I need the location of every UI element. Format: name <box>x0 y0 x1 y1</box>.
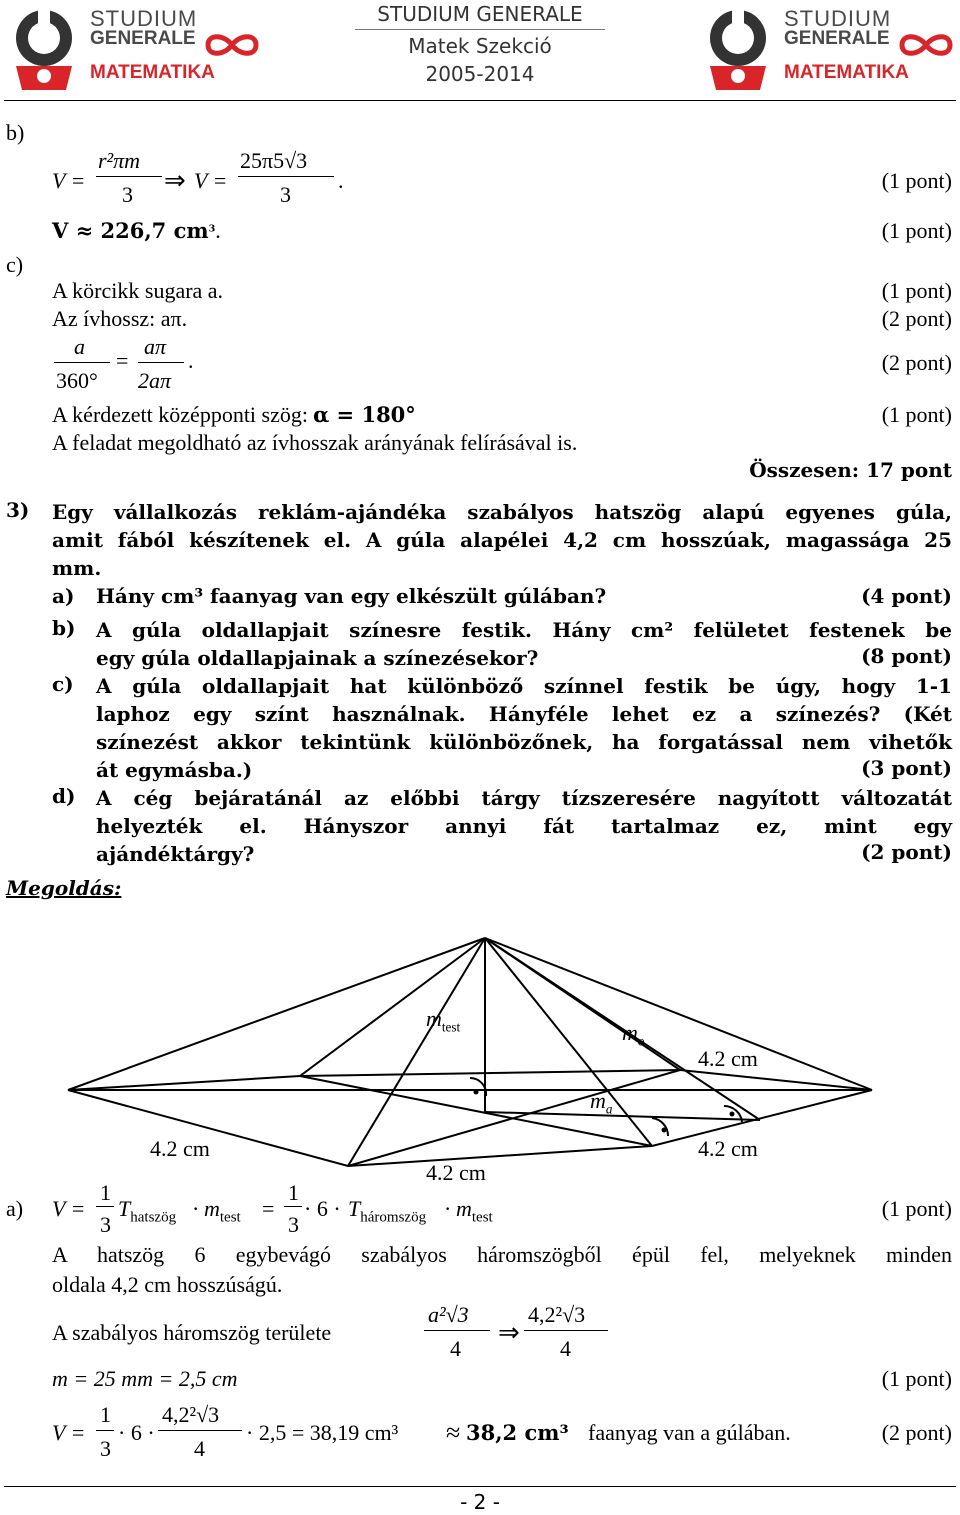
subscript: test <box>471 1209 493 1226</box>
points: (4 pont) <box>861 584 952 608</box>
infinity-icon <box>202 32 262 58</box>
task-line: színezést akkor tekintünk különbözőnek, ha forgatással nem vihetők <box>96 730 952 754</box>
problem-number: 3) <box>6 498 30 522</box>
area-text: A szabályos háromszög területe <box>52 1320 332 1345</box>
m-test: $m_{test}$ <box>456 1196 493 1226</box>
part-c-label: c) <box>6 252 24 277</box>
task-d-label: d) <box>52 784 76 808</box>
task-line: egy gúla oldallapjainak a színezésekor? <box>96 646 539 670</box>
eq-dot: . <box>338 168 344 193</box>
base-edge <box>300 1070 680 1076</box>
task-line: helyezték el. Hányszor annyi fát tartalmaz ez, mint egy <box>96 814 952 838</box>
eq-dot: . <box>188 348 194 373</box>
angle-value: α = 180° <box>313 402 416 427</box>
task-line: A cég bejáratánál az előbbi tárgy tízszeresére nagyított változatát <box>96 786 952 810</box>
m-test: $m_{test}$ <box>204 1196 241 1226</box>
part-b-eq1 <box>52 148 412 210</box>
problem-intro <box>52 498 952 582</box>
part-b-label: b) <box>6 120 25 145</box>
label-sub: a <box>605 1101 613 1117</box>
frac-num: a <box>74 334 85 359</box>
eq-dot: . <box>215 218 221 243</box>
points: (1 pont) <box>881 1366 952 1391</box>
points: (8 pont) <box>861 644 952 668</box>
points: (2 pont) <box>881 350 952 375</box>
frac-num2: 4,2²√3 <box>162 1402 220 1427</box>
points: (2 pont) <box>881 306 952 331</box>
dot-op: · <box>444 1196 452 1221</box>
task-b-text <box>96 616 952 672</box>
header-years: 2005-2014 <box>425 62 535 86</box>
frac-den: 3 <box>100 1436 111 1461</box>
frac-num: 1 <box>100 1180 111 1205</box>
points: (1 pont) <box>881 278 952 303</box>
frac-den2: 3 <box>288 1212 299 1237</box>
task-c-label: c) <box>52 672 74 696</box>
frac-num: 1 <box>100 1402 111 1427</box>
logo-generale: GENERALE <box>90 28 196 49</box>
frac-num: a²√3 <box>428 1302 469 1327</box>
label-edge: 4.2 cm <box>698 1046 758 1071</box>
part-c-line1: A körcikk sugara a. <box>52 278 224 303</box>
height-value: m = 25 mm = 2,5 cm <box>52 1366 238 1391</box>
t-harom: $T_{háromszög}$ <box>348 1196 427 1226</box>
task-line: át egymásba.) <box>96 758 253 782</box>
logo-right <box>700 4 960 96</box>
frac-den2: 4 <box>194 1436 205 1461</box>
frac-num2: 25π5√3 <box>240 148 308 173</box>
label-edge: 4.2 cm <box>150 1136 210 1161</box>
part-c-fraction <box>52 334 252 396</box>
dot-op: · <box>192 1196 200 1221</box>
task-line: A gúla oldallapjait hat különböző színnel festik be úgy, hogy 1-1 <box>96 674 952 698</box>
points: (1 pont) <box>881 402 952 427</box>
label-edge: 4.2 cm <box>426 1160 486 1185</box>
header-subtitle: Matek Szekció <box>408 34 552 58</box>
footer-divider <box>4 1486 956 1487</box>
points: (2 pont) <box>881 1420 952 1445</box>
logo-emblem-icon <box>700 4 776 92</box>
task-a-label: a) <box>52 584 75 608</box>
unit-exponent: 3 <box>208 223 216 235</box>
logo-emblem-icon <box>6 4 82 92</box>
six-factor: · 6 · <box>304 1196 341 1221</box>
equals: = <box>116 348 129 373</box>
header-center <box>355 2 605 86</box>
logo-matematika: MATEMATIKA <box>90 62 215 83</box>
frac-den2: 4 <box>560 1336 571 1361</box>
solution-a-eq1 <box>52 1180 612 1242</box>
eq-lhs: V = <box>52 1420 86 1445</box>
task-a-text: Hány cm³ faanyag van egy elkészült gúlában? <box>96 584 607 608</box>
task-line: ajándéktárgy? <box>96 842 255 866</box>
label-edge: 4.2 cm <box>698 1136 758 1161</box>
logo-matematika: MATEMATIKA <box>784 62 909 83</box>
task-line: A gúla oldallapjait színesre festik. Hány cm² felületet festenek be <box>96 618 952 642</box>
part-c-line2: Az ívhossz: aπ. <box>52 306 188 331</box>
part-c-line5: A feladat megoldható az ívhosszak arányának felírásával is. <box>52 430 578 455</box>
height-line <box>52 1366 238 1392</box>
task-line: laphoz egy színt használnak. Hányféle lehet ez a színezés? (Két <box>96 702 952 726</box>
text-line: oldala 4,2 cm hosszúságú. <box>52 1272 283 1297</box>
logo-studium: STUDIUM <box>90 6 198 31</box>
page-number: - 2 - <box>460 1490 500 1514</box>
frac-den2: 3 <box>280 182 291 207</box>
task-c-text <box>96 672 952 784</box>
task-d-text <box>96 784 952 868</box>
points: (1 pont) <box>881 168 952 193</box>
subscript: test <box>219 1209 241 1226</box>
header-divider <box>4 100 956 101</box>
angle-label: A kérdezett középponti szög: <box>52 402 308 427</box>
frac-den: 4 <box>450 1336 461 1361</box>
points: (3 pont) <box>861 756 952 780</box>
label-m-o: $m_o$ <box>622 1020 645 1049</box>
label-m-test: $m_{test}$ <box>426 1006 461 1035</box>
header <box>0 0 960 100</box>
points: (1 pont) <box>881 218 952 243</box>
frac-den: 3 <box>122 182 133 207</box>
label-sub: o <box>637 1033 645 1049</box>
task-b-label: b) <box>52 616 76 640</box>
apothem <box>485 1112 760 1120</box>
header-title: STUDIUM GENERALE <box>355 2 605 30</box>
logo-studium: STUDIUM <box>784 6 892 31</box>
approx-sign: ≈ <box>446 1418 461 1447</box>
frac-num2: aπ <box>144 334 167 359</box>
intro-line: mm. <box>52 556 102 580</box>
implies-arrow: ⇒ <box>498 1318 520 1347</box>
frac-num: r²πm <box>98 148 141 173</box>
label-m-a: $m_a$ <box>590 1088 613 1117</box>
total-points: Összesen: 17 pont <box>749 458 952 482</box>
points: (2 pont) <box>861 840 952 864</box>
frac-den2: 2aπ <box>138 368 172 393</box>
frac-num2: 4,2²√3 <box>528 1302 586 1327</box>
area-line <box>52 1300 652 1364</box>
eq-rhs: V = <box>194 168 228 193</box>
volume-approx: V ≈ 226,7 cm <box>52 218 209 243</box>
six-factor: · 6 · <box>118 1420 155 1445</box>
lateral-edge <box>68 938 485 1090</box>
infinity-icon <box>896 32 956 58</box>
logo-left <box>6 4 266 96</box>
eq-lhs: V = <box>52 1196 86 1221</box>
volume-result: 38,2 cm³ <box>466 1420 569 1445</box>
subscript: háromszög <box>360 1209 427 1226</box>
frac-den: 3 <box>100 1212 111 1237</box>
text-line: A hatszög 6 egybevágó szabályos háromszögből épül fel, melyeknek minden <box>52 1242 952 1267</box>
frac-num2: 1 <box>288 1180 299 1205</box>
frac-den: 360° <box>56 368 98 393</box>
solution-a-label: a) <box>6 1196 24 1221</box>
volume-calc: · 2,5 = 38,19 cm³ <box>246 1420 399 1445</box>
equals: = <box>262 1196 275 1221</box>
part-b-eq2 <box>52 218 221 244</box>
intro-line: amit fából készítenek el. A gúla alapélei 4,2 cm hosszúak, magassága 25 <box>52 528 952 552</box>
volume-tail: faanyag van a gúlában. <box>588 1420 791 1445</box>
volume-final <box>52 1400 892 1466</box>
solution-a-text <box>52 1240 952 1300</box>
points: (1 pont) <box>881 1196 952 1221</box>
pyramid-figure <box>0 900 960 1180</box>
intro-line: Egy vállalkozás reklám-ajándéka szabályos hatszög alapú egyenes gúla, <box>52 500 952 524</box>
implies-arrow: ⇒ <box>164 166 186 195</box>
eq-lhs: V = <box>52 168 86 193</box>
logo-generale: GENERALE <box>784 28 890 49</box>
solution-heading: Megoldás: <box>6 876 122 900</box>
subscript: hatszög <box>130 1209 177 1226</box>
label-sub: test <box>441 1019 461 1035</box>
t-hatszog: $T_{hatszög}$ <box>118 1196 177 1226</box>
part-c-line4 <box>52 402 416 428</box>
